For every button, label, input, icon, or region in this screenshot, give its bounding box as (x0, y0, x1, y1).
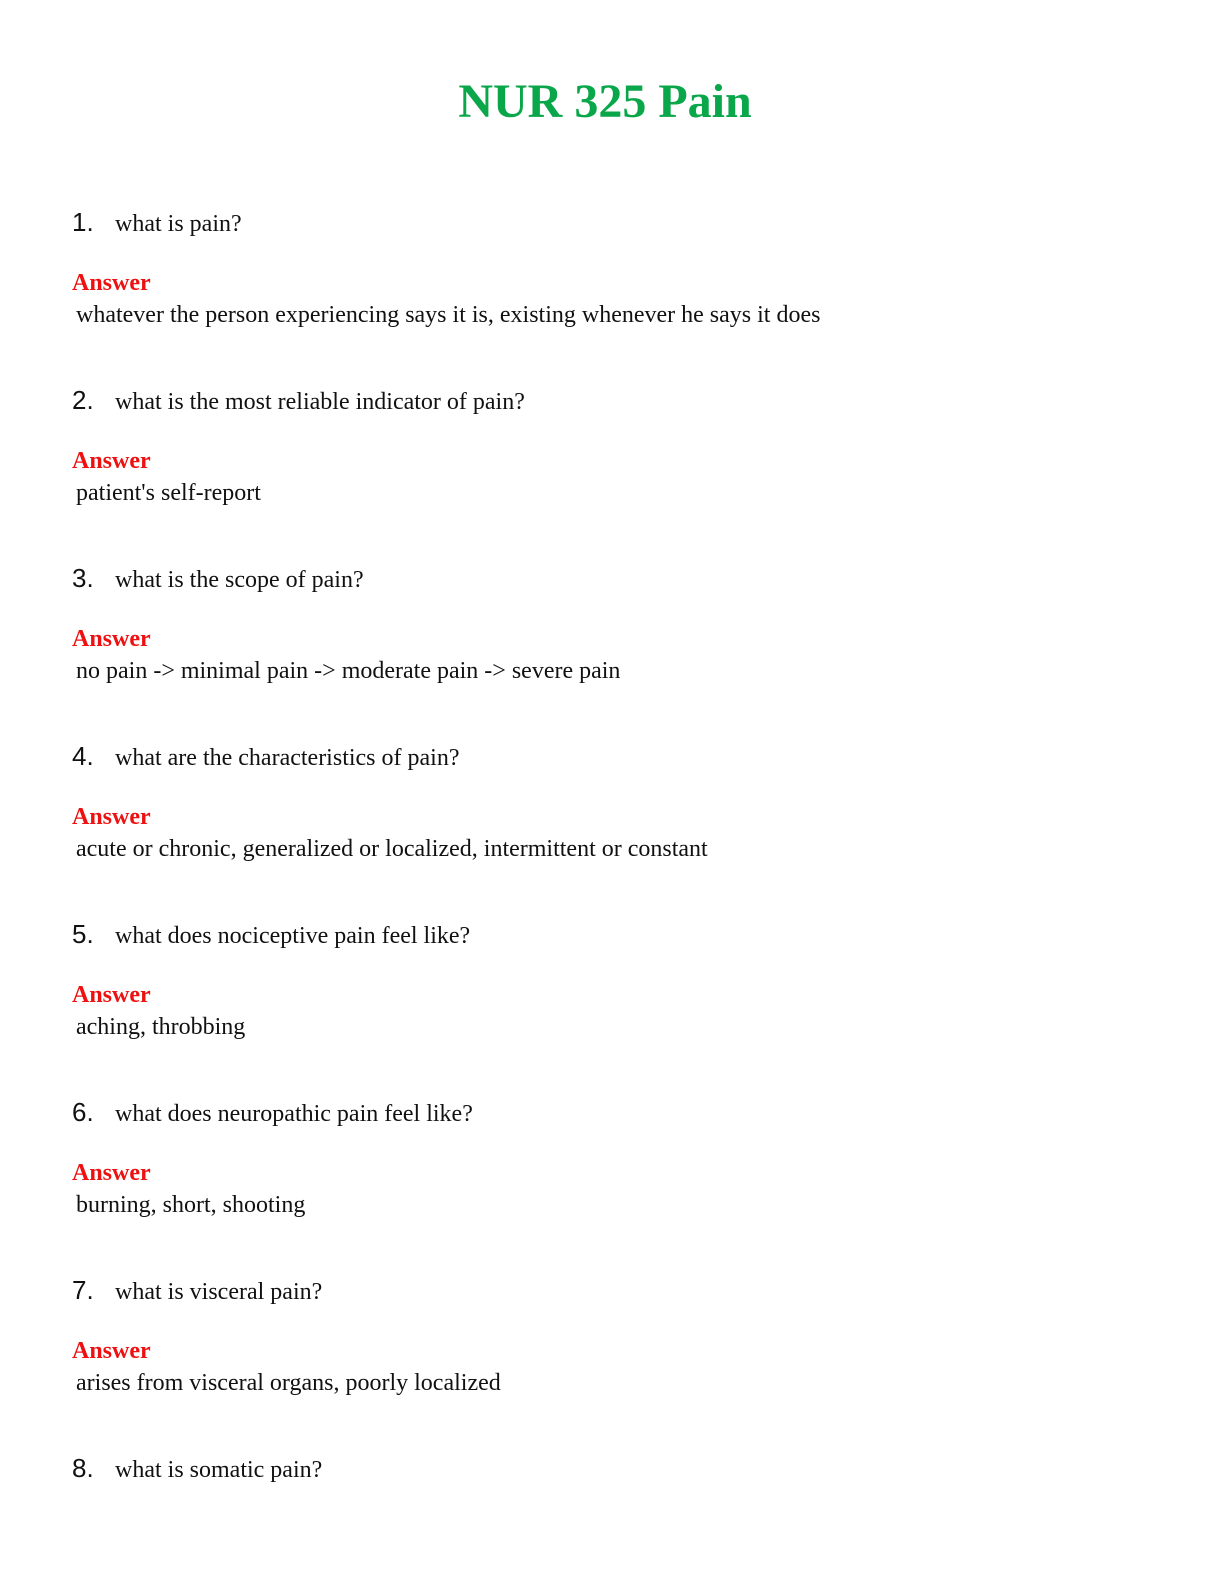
question-text: what are the characteristics of pain? (115, 745, 460, 771)
question-text: what is the scope of pain? (115, 567, 364, 593)
question-number: 1. (72, 207, 94, 237)
question-number: 8. (72, 1453, 94, 1483)
question-text: what is the most reliable indicator of pain? (115, 389, 525, 415)
question-number: 5. (72, 919, 94, 949)
answer-label: Answer (72, 1160, 151, 1186)
question-line (72, 561, 364, 595)
answer-text: arises from visceral organs, poorly localized (76, 1370, 501, 1396)
answer-text: aching, throbbing (76, 1014, 246, 1040)
answer-text: no pain -> minimal pain -> moderate pain -> severe pain (76, 658, 621, 684)
question-text: what does neuropathic pain feel like? (115, 1101, 473, 1127)
question-line (72, 1273, 322, 1307)
question-text: what is pain? (115, 211, 242, 237)
answer-text: burning, short, shooting (76, 1192, 306, 1218)
question-number: 2. (72, 385, 94, 415)
answer-label: Answer (72, 1338, 151, 1364)
answer-text: acute or chronic, generalized or localized, intermittent or constant (76, 836, 708, 862)
answer-label: Answer (72, 270, 151, 296)
question-number: 7. (72, 1275, 94, 1305)
question-text: what does nociceptive pain feel like? (115, 923, 471, 949)
answer-label: Answer (72, 804, 151, 830)
question-line (72, 917, 470, 951)
question-line (72, 205, 242, 239)
question-text: what is visceral pain? (115, 1279, 323, 1305)
question-number: 3. (72, 563, 94, 593)
question-line (72, 383, 525, 417)
question-number: 6. (72, 1097, 94, 1127)
question-line (72, 1451, 322, 1485)
question-number: 4. (72, 741, 94, 771)
question-line (72, 1095, 473, 1129)
answer-text: patient's self-report (76, 480, 261, 506)
document-title: NUR 325 Pain (458, 75, 752, 128)
answer-label: Answer (72, 982, 151, 1008)
question-line (72, 739, 459, 773)
answer-label: Answer (72, 626, 151, 652)
question-text: what is somatic pain? (115, 1457, 323, 1483)
answer-label: Answer (72, 448, 151, 474)
answer-text: whatever the person experiencing says it is, existing whenever he says it does (76, 302, 821, 328)
